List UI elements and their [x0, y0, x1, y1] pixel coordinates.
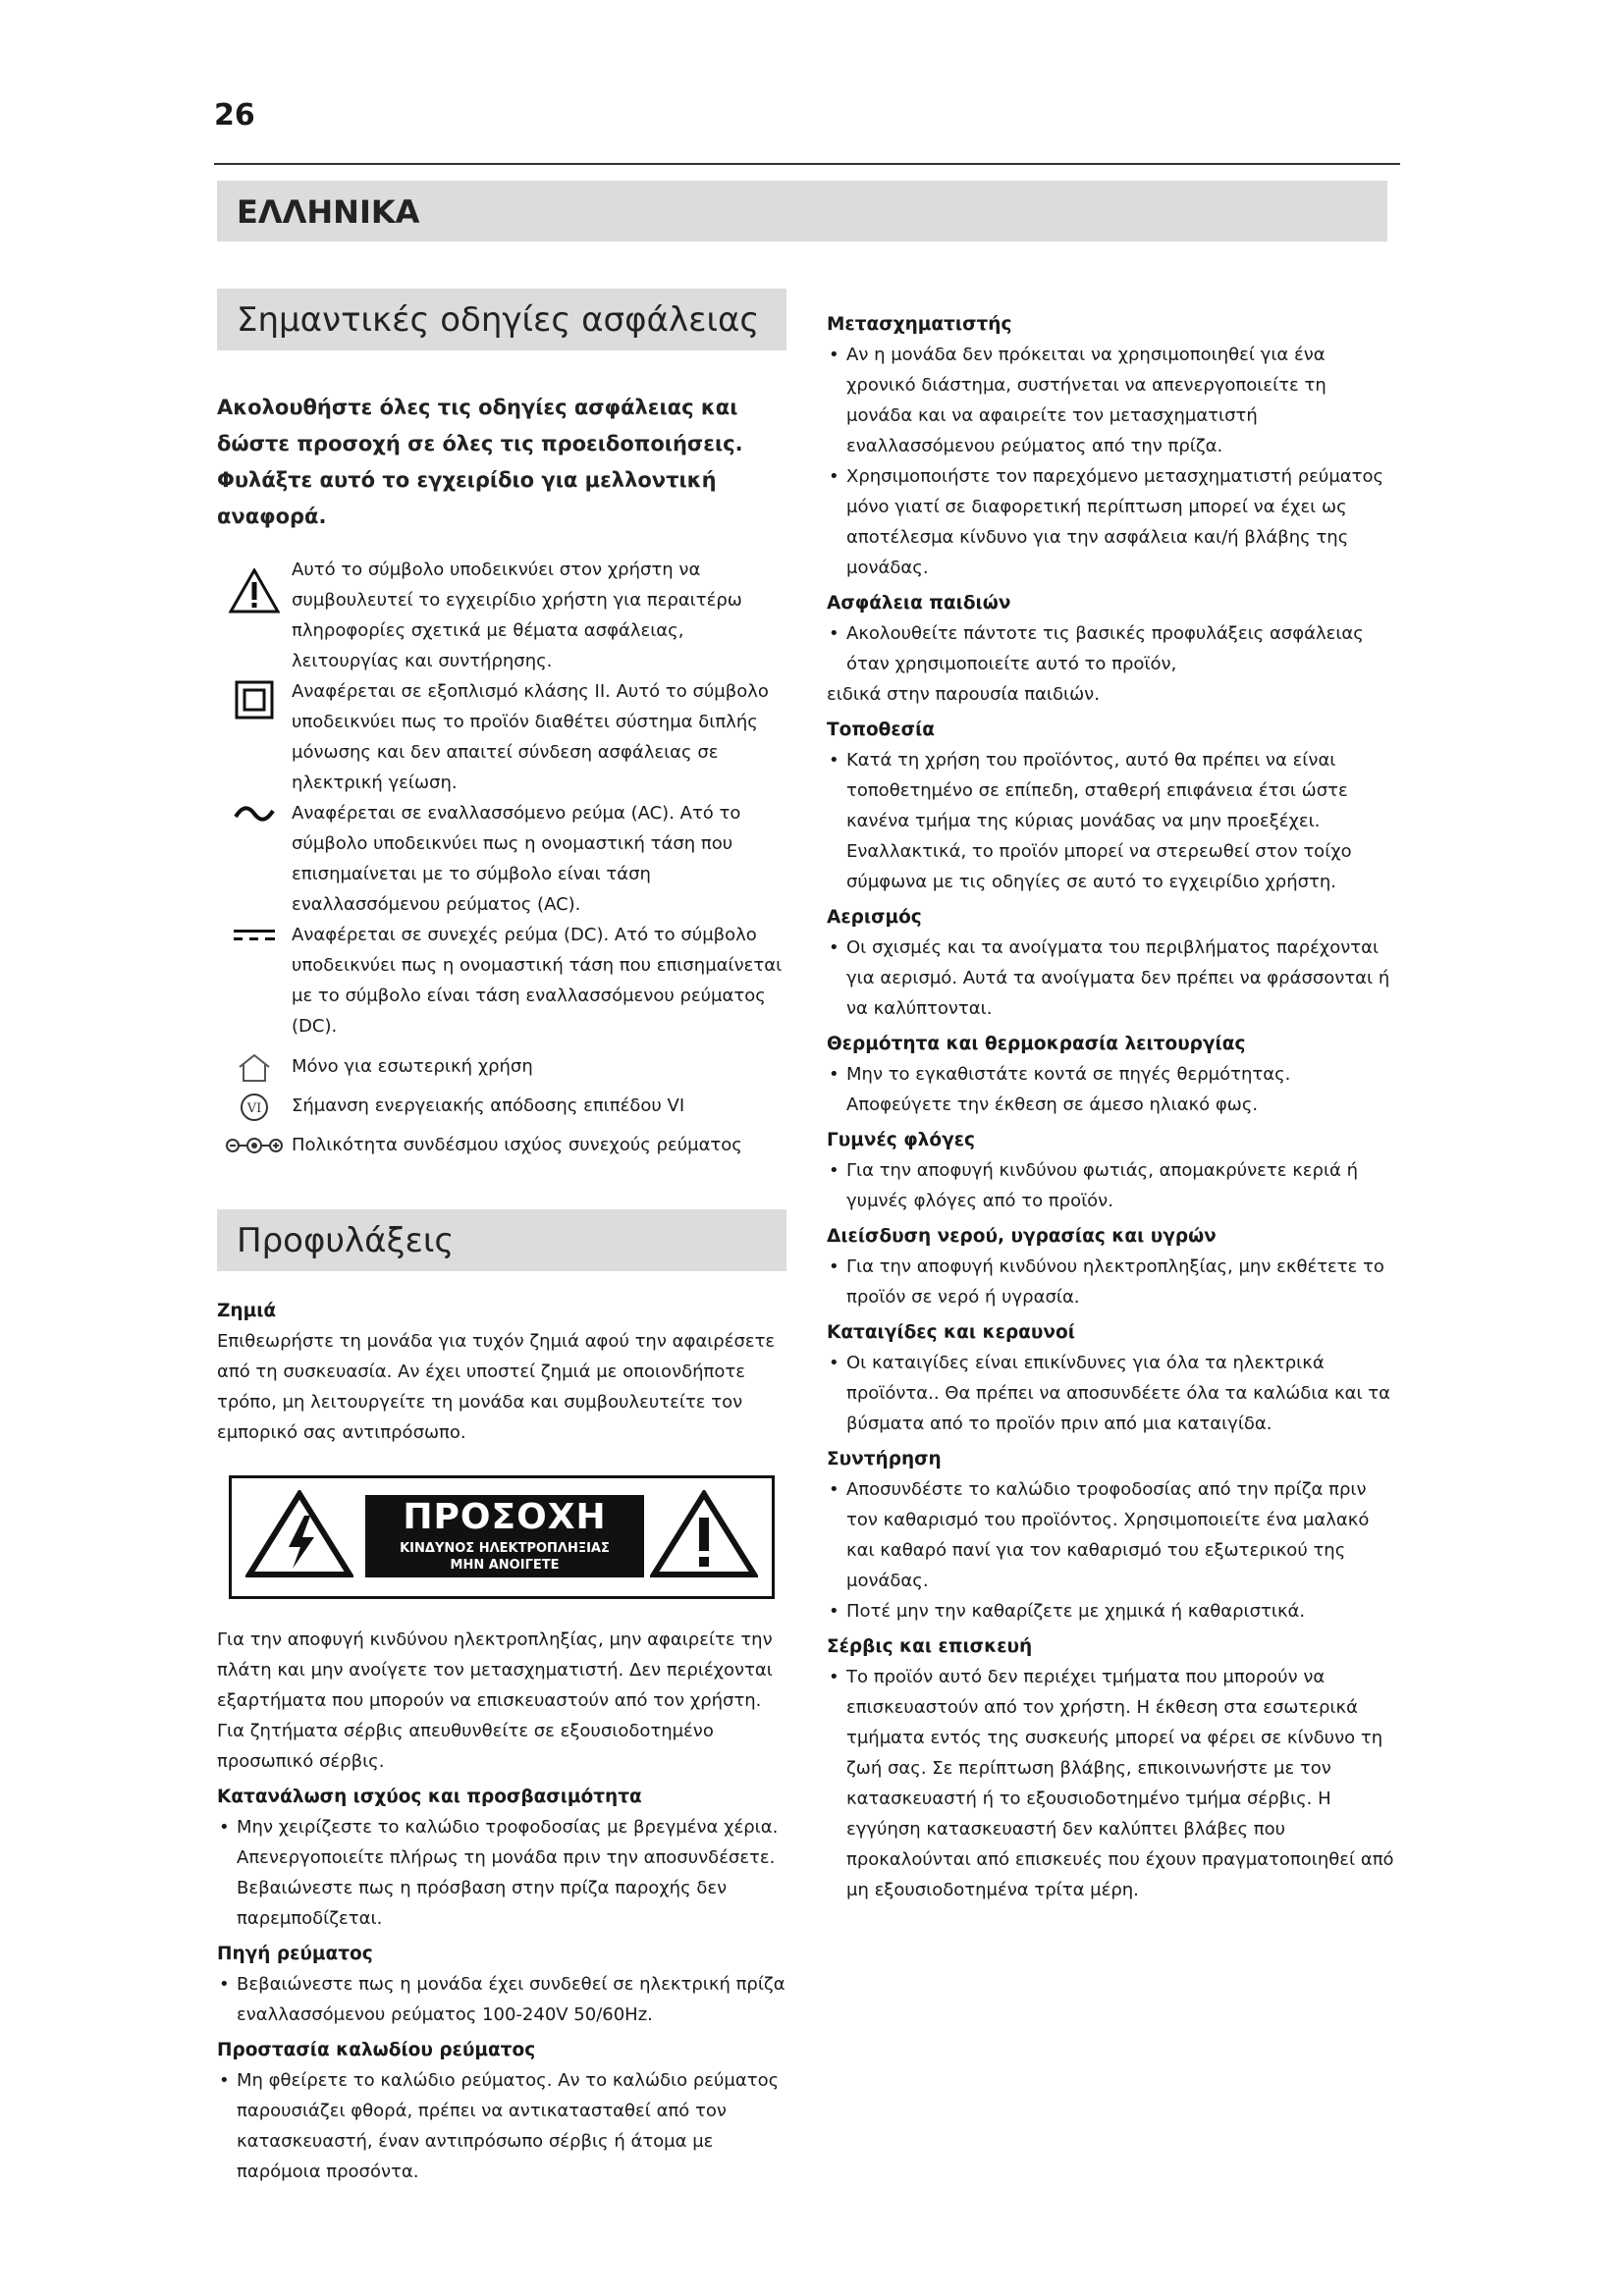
water-heading: Διείσδυση νερού, υγρασίας και υγρών	[827, 1226, 1217, 1247]
precautions-section-header	[217, 1209, 786, 1271]
maintenance-bullet: • Αποσυνδέστε το καλώδιο τροφοδοσίας από την πρίζα πριν τον καθαρισμό του προϊόντος. Χρησιμοποιείτε ένα μαλακό και καθαρό πανί για τον καθαρισμό του εξωτερικού της μονάδας.	[827, 1474, 1396, 1596]
right-column	[827, 310, 1396, 1905]
symbol-text: Αναφέρεται σε εξοπλισμό κλάσης ΙΙ. Αυτό το σύμβολο υποδεικνύει πως το προϊόν διαθέτει σύστημα διπλής μόνωσης και δεν απαιτεί σύνδεση ασφάλειας σε ηλεκτρική γείωση.	[292, 681, 769, 793]
symbol-text: Αυτό το σύμβολο υποδεικνύει στον χρήστη να συμβουλευτεί το εγχειρίδιο χρήστη για περαιτέρω πληροφορίες σχετικά με θέματα ασφάλειας, λειτουργίας και συντήρησης.	[292, 560, 742, 671]
symbol-text: Αναφέρεται σε συνεχές ρεύμα (DC). Ατό το σύμβολο υποδεικνύει πως η ονομαστική τάση που επισημαίνεται με το σύμβολο είναι τάση εναλλασσόμενου ρεύματος (DC).	[292, 925, 783, 1037]
water-bullet: • Για την αποφυγή κινδύνου ηλεκτροπληξίας, μην εκθέτετε το προϊόν σε νερό ή υγρασία.	[827, 1252, 1396, 1312]
warning-line-1: ΚΙΝΔΥΝΟΣ ΗΛΕΚΤΡΟΠΛΗΞΙΑΣ	[400, 1541, 610, 1556]
child-text: ειδικά στην παρουσία παιδιών.	[827, 684, 1100, 705]
class-ii-icon	[235, 680, 274, 720]
transformer-bullet: • Χρησιμοποιήστε τον παρεχόμενο μετασχηματιστή ρεύματος μόνο γιατί σε διαφορετική περίπτωση μπορεί να έχει ως αποτέλεσμα κίνδυνο για την ασφάλεια και/ή βλάβης της μονάδας.	[827, 461, 1396, 583]
symbol-row	[217, 555, 786, 676]
dc-polarity-icon	[225, 1136, 284, 1155]
maintenance-bullet: • Ποτέ μην την καθαρίζετε με χημικά ή καθαριστικά.	[827, 1596, 1396, 1627]
warning-triangle-icon	[229, 568, 280, 614]
transformer-heading: Μετασχηματιστής	[827, 314, 1012, 335]
warning-title: ΠΡΟΣΟΧΗ	[403, 1497, 607, 1537]
symbol-row	[217, 1051, 786, 1083]
maintenance-heading: Συντήρηση	[827, 1449, 942, 1469]
symbol-row	[217, 798, 786, 920]
heat-bullet: • Μην το εγκαθιστάτε κοντά σε πηγές θερμότητας. Αποφεύγετε την έκθεση σε άμεσο ηλιακό φως.	[827, 1059, 1396, 1120]
lightning-warning-icon	[245, 1490, 353, 1578]
warning-line-2: ΜΗΝ ΑΝΟΙΓΕΤΕ	[450, 1558, 560, 1573]
symbol-text: Αναφέρεται σε εναλλασσόμενο ρεύμα (AC). Ατό το σύμβολο υποδεικνύει πως η ονομαστική τάση που επισημαίνεται με το σύμβολο είναι τάση εναλλασσόμενου ρεύματος (AC).	[292, 803, 741, 915]
efficiency-vi-label: VI	[246, 1101, 262, 1116]
flame-bullet: • Για την αποφυγή κινδύνου φωτιάς, απομακρύνετε κεριά ή γυμνές φλόγες από το προϊόν.	[827, 1155, 1396, 1216]
placement-bullet: • Κατά τη χρήση του προϊόντος, αυτό θα πρέπει να είναι τοποθετημένο σε επίπεδη, σταθερή επιφάνεια έτσι ώστε κανένα τμήμα της κύριας μονάδας να μην προεξέχει. Εναλλακτικά, το προϊόν μπορεί να στερεωθεί στον τοίχο σύμφωνα με τις οδηγίες σε αυτό το εγχειρίδιο χρήστη.	[827, 745, 1396, 897]
dc-icon	[232, 928, 277, 943]
power-heading: Κατανάλωση ισχύος και προσβασιμότητα	[217, 1787, 642, 1807]
exclamation-warning-icon	[650, 1490, 758, 1578]
source-bullet: • Βεβαιώνεστε πως η μονάδα έχει συνδεθεί σε ηλεκτρική πρίζα εναλλασσόμενου ρεύματος 100-240V 50/60Hz.	[217, 1969, 786, 2030]
source-heading: Πηγή ρεύματος	[217, 1944, 373, 1964]
damage-text: Επιθεωρήστε τη μονάδα για τυχόν ζημιά αφού την αφαιρέσετε από τη συσκευασία. Αν έχει υποστεί ζημιά με οποιονδήποτε τρόπο, μη λειτουργείτε τη μονάδα και συμβουλευτείτε τον εμπορικό σας αντιπρόσωπο.	[217, 1331, 776, 1443]
symbol-row	[217, 1130, 786, 1160]
power-bullet: • Μην χειρίζεστε το καλώδιο τροφοδοσίας με βρεγμένα χέρια. Απενεργοποιείτε πλήρως τη μονάδα πριν την αποσυνδέσετε. Βεβαιώνεστε πως η πρόσβαση στην πρίζα παροχής δεν παρεμποδίζεται.	[217, 1812, 786, 1934]
symbol-text: Σήμανση ενεργειακής απόδοσης επιπέδου VI	[292, 1095, 685, 1116]
page-number: 26	[214, 98, 255, 133]
left-column	[217, 289, 786, 2187]
service-heading: Σέρβις και επισκευή	[827, 1636, 1033, 1657]
symbol-row	[217, 920, 786, 1041]
child-heading: Ασφάλεια παιδιών	[827, 593, 1011, 614]
storm-bullet: • Οι καταιγίδες είναι επικίνδυνες για όλα τα ηλεκτρικά προϊόντα.. Θα πρέπει να αποσυνδέετε όλα τα καλώδια και τα βύσματα από το προϊόν πριν από μια καταιγίδα.	[827, 1348, 1396, 1439]
placement-heading: Τοποθεσία	[827, 720, 936, 740]
cable-heading: Προστασία καλωδίου ρεύματος	[217, 2040, 536, 2060]
storm-heading: Καταιγίδες και κεραυνοί	[827, 1322, 1075, 1343]
heat-heading: Θερμότητα και θερμοκρασία λειτουργίας	[827, 1034, 1246, 1054]
intro-text: Ακολουθήστε όλες τις οδηγίες ασφάλειας και δώστε προσοχή σε όλες τις προειδοποιήσεις. Φυλάξτε αυτό το εγχειρίδιο για μελλοντική αναφορά.	[217, 396, 743, 528]
symbol-list	[217, 555, 786, 1160]
efficiency-vi-icon	[240, 1093, 269, 1122]
top-rule	[214, 163, 1400, 165]
language-header	[217, 181, 1387, 241]
language-title: ΕΛΛΗΝΙΚΑ	[237, 193, 420, 231]
ac-icon	[233, 804, 276, 824]
transformer-bullet: • Αν η μονάδα δεν πρόκειται να χρησιμοποιηθεί για ένα χρονικό διάστημα, συστήνεται να απενεργοποιείτε τη μονάδα και να αφαιρείτε τον μετασχηματιστή εναλλασσόμενου ρεύματος από την πρίζα.	[827, 340, 1396, 461]
precautions-title: Προφυλάξεις	[237, 1221, 455, 1260]
symbol-text: Μόνο για εσωτερική χρήση	[292, 1056, 533, 1077]
shock-text: Για την αποφυγή κινδύνου ηλεκτροπληξίας, μην αφαιρείτε την πλάτη και μην ανοίγετε τον μετασχηματιστή. Δεν περιέχονται εξαρτήματα που μπορούν να επισκευαστούν από τον χρήστη. Για ζητήματα σέρβις απευθυνθείτε σε εξουσιοδοτημένο προσωπικό σέρβις.	[217, 1629, 773, 1772]
vent-bullet: • Οι σχισμές και τα ανοίγματα του περιβλήματος παρέχονται για αερισμό. Αυτά τα ανοίγματα δεν πρέπει να φράσσονται ή να καλύπτονται.	[827, 933, 1396, 1024]
symbol-text: Πολικότητα συνδέσμου ισχύος συνεχούς ρεύματος	[292, 1135, 742, 1155]
symbol-row	[217, 1091, 786, 1122]
symbol-row	[217, 676, 786, 798]
service-bullet: • Το προϊόν αυτό δεν περιέχει τμήματα που μπορούν να επισκευαστούν από τον χρήστη. Η έκθεση στα εσωτερικά τμήματα εντός της συσκευής μπορεί να φέρει σε κίνδυνο τη ζωή σας. Σε περίπτωση βλάβης, επικοινωνήστε με τον κατασκευαστή ή το εξουσιοδοτημένο τμήμα σέρβις. Η εγγύηση κατασκευαστή δεν καλύπτει βλάβες που προκαλούνται από επισκευές που έχουν πραγματοποιηθεί από μη εξουσιοδοτημένα τρίτα μέρη.	[827, 1662, 1396, 1905]
child-bullet: • Ακολουθείτε πάντοτε τις βασικές προφυλάξεις ασφάλειας όταν χρησιμοποιείτε αυτό το προϊόν,	[827, 618, 1396, 679]
safety-section-header	[217, 289, 786, 350]
damage-heading: Ζημιά	[217, 1301, 277, 1321]
cable-bullet: • Μη φθείρετε το καλώδιο ρεύματος. Αν το καλώδιο ρεύματος παρουσιάζει φθορά, πρέπει να αντικατασταθεί από τον κατασκευαστή, έναν αντιπρόσωπο σέρβις ή άτομα με παρόμοια προσόντα.	[217, 2065, 786, 2187]
indoor-house-icon	[237, 1053, 272, 1083]
vent-heading: Αερισμός	[827, 907, 922, 928]
flame-heading: Γυμνές φλόγες	[827, 1130, 975, 1150]
safety-title: Σημαντικές οδηγίες ασφάλειας	[237, 300, 760, 340]
shock-warning-label	[229, 1475, 775, 1599]
warning-text-block	[365, 1495, 644, 1577]
